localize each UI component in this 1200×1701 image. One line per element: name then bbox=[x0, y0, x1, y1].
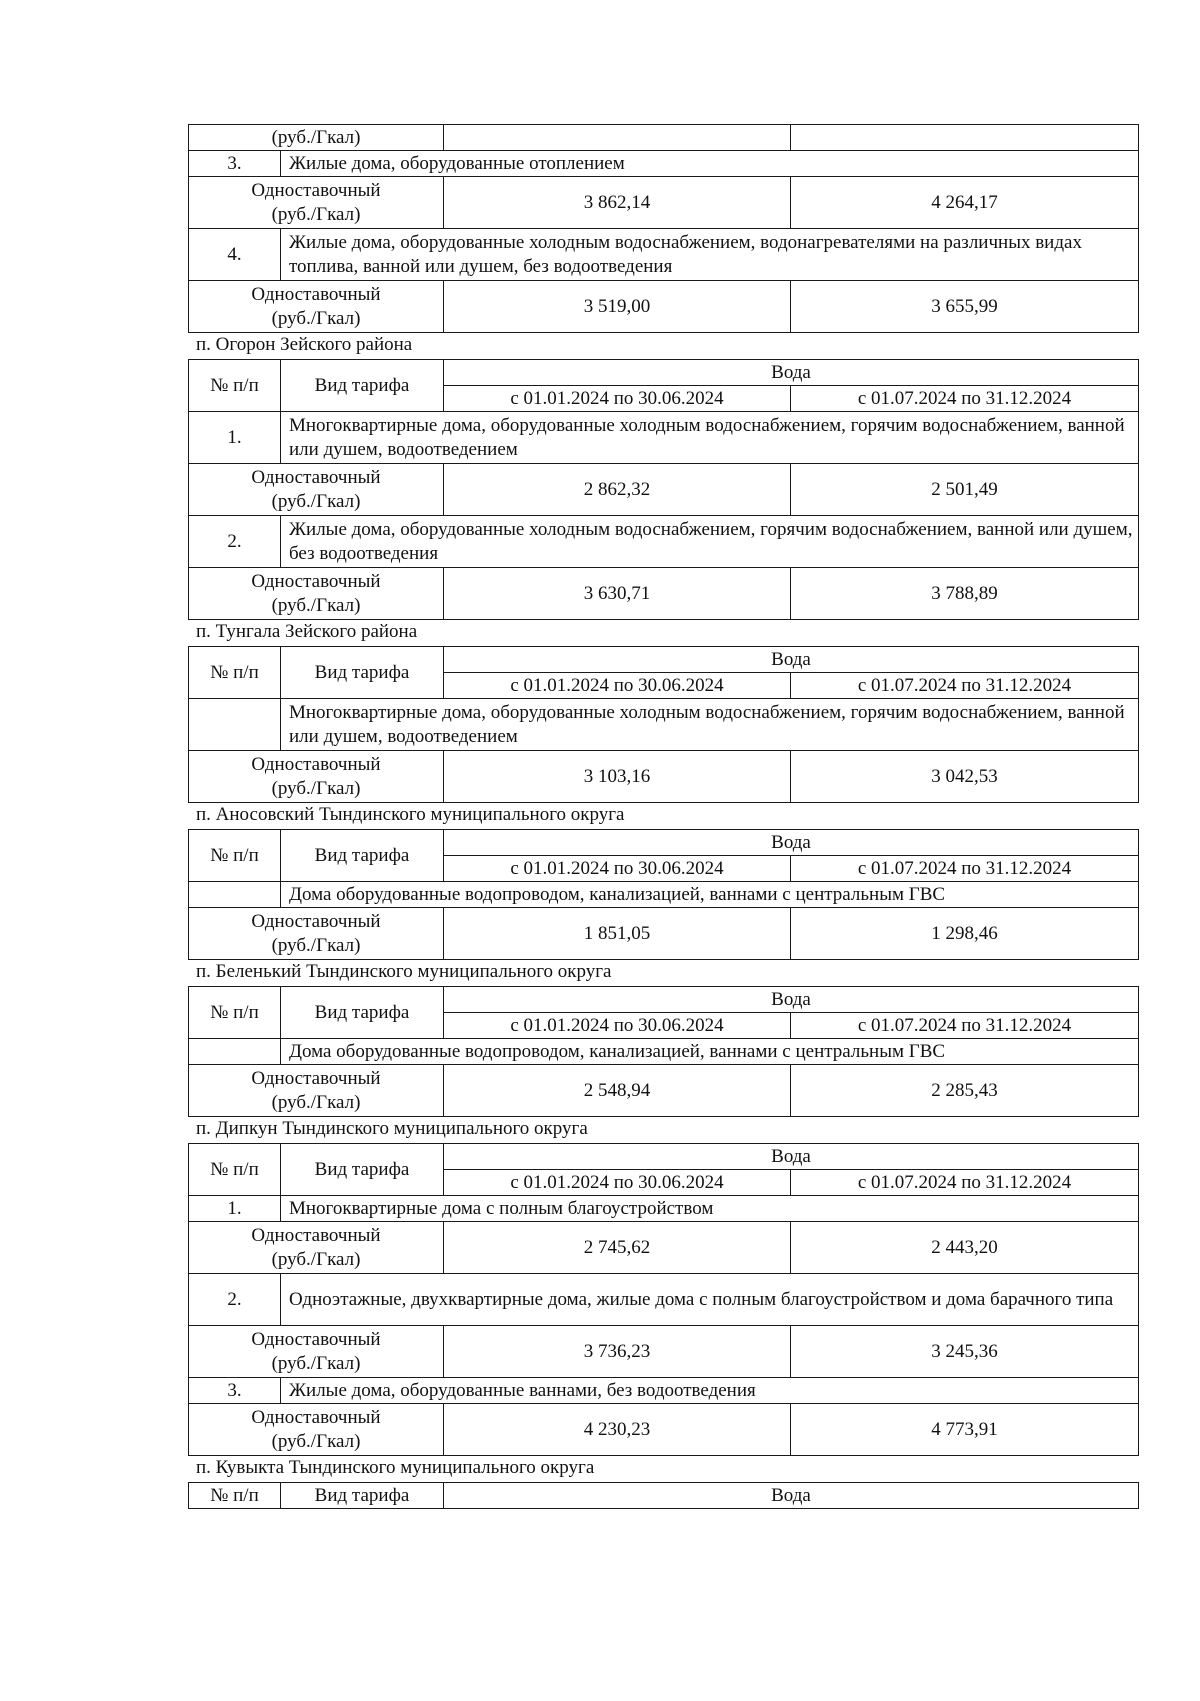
group-row bbox=[189, 882, 1139, 908]
tariff-label bbox=[189, 177, 444, 229]
tariff-label-line1: Одноставочный bbox=[251, 910, 381, 932]
group-description: Многоквартирные дома, оборудованные холодным водоснабжением, горячим водоснабжением, ванной или душем, водоотведением bbox=[281, 412, 1139, 464]
header-tariff-type: Вид тарифа bbox=[281, 1144, 444, 1196]
group-row bbox=[189, 1378, 1139, 1404]
tariff-value-period1: 3 630,71 bbox=[444, 568, 791, 620]
header-period1: с 01.01.2024 по 30.06.2024 bbox=[444, 673, 791, 699]
group-number: 1. bbox=[189, 1196, 281, 1222]
header-number: № п/п bbox=[189, 830, 281, 882]
header-period1: с 01.01.2024 по 30.06.2024 bbox=[444, 386, 791, 412]
group-description: Дома оборудованные водопроводом, канализацией, ваннами с центральным ГВС bbox=[281, 1039, 1139, 1065]
tariff-value-period2: 4 264,17 bbox=[791, 177, 1139, 229]
tariff-value-period2: 1 298,46 bbox=[791, 908, 1139, 960]
header-number: № п/п bbox=[189, 647, 281, 699]
section-location: п. Огорон Зейского района bbox=[196, 334, 413, 355]
tariff-table bbox=[188, 646, 1139, 803]
group-row bbox=[189, 1274, 1139, 1326]
group-row bbox=[189, 1196, 1139, 1222]
group-description: Многоквартирные дома, оборудованные холодным водоснабжением, горячим водоснабжением, ванной или душем, водоотведением bbox=[281, 699, 1139, 751]
group-description: Жилые дома, оборудованные холодным водоснабжением, водонагревателями на различных видах топлива, ванной или душем, без водоотведения bbox=[281, 229, 1139, 281]
header-tariff-type: Вид тарифа bbox=[281, 360, 444, 412]
tariff-table-continued bbox=[188, 124, 1139, 333]
tariff-value-period1: 2 548,94 bbox=[444, 1065, 791, 1117]
tariff-value-period1: 3 519,00 bbox=[444, 281, 791, 333]
group-row bbox=[189, 412, 1139, 464]
header-row bbox=[189, 1483, 1139, 1509]
tariff-label-line2: (руб./Гкал) bbox=[271, 1091, 361, 1113]
tariff-value-period2: 3 655,99 bbox=[791, 281, 1139, 333]
header-period1: с 01.01.2024 по 30.06.2024 bbox=[444, 1170, 791, 1196]
tariff-label-line2: (руб./Гкал) bbox=[271, 203, 361, 225]
group-row bbox=[189, 516, 1139, 568]
tariff-value-period2: 2 285,43 bbox=[791, 1065, 1139, 1117]
tariff-label bbox=[189, 281, 444, 333]
header-water: Вода bbox=[444, 987, 1139, 1013]
group-description: Дома оборудованные водопроводом, канализацией, ваннами с центральным ГВС bbox=[281, 882, 1139, 908]
carry-over-label: (руб./Гкал) bbox=[189, 125, 444, 151]
header-row bbox=[189, 830, 1139, 856]
header-tariff-type: Вид тарифа bbox=[281, 987, 444, 1039]
group-description: Жилые дома, оборудованные ваннами, без водоотведения bbox=[281, 1378, 1139, 1404]
header-row bbox=[189, 647, 1139, 673]
tariff-value-period2: 3 245,36 bbox=[791, 1326, 1139, 1378]
carry-over-row bbox=[189, 125, 1139, 151]
tariff-label bbox=[189, 1222, 444, 1274]
tariff-value-period1: 3 736,23 bbox=[444, 1326, 791, 1378]
tariff-label-line1: Одноставочный bbox=[251, 466, 381, 488]
tariff-row bbox=[189, 177, 1139, 229]
tariff-row bbox=[189, 1065, 1139, 1117]
tariff-label bbox=[189, 751, 444, 803]
tariff-label-line1: Одноставочный bbox=[251, 1067, 381, 1089]
tariff-label-line2: (руб./Гкал) bbox=[271, 934, 361, 956]
header-water: Вода bbox=[444, 1144, 1139, 1170]
carry-over-cell-2 bbox=[791, 125, 1139, 151]
tariff-label bbox=[189, 464, 444, 516]
section-location: п. Беленький Тындинского муниципального округа bbox=[196, 961, 612, 982]
tariff-row bbox=[189, 908, 1139, 960]
tariff-label-line1: Одноставочный bbox=[251, 753, 381, 775]
tariff-table bbox=[188, 359, 1139, 620]
section-location: п. Кувыкта Тындинского муниципального округа bbox=[196, 1457, 595, 1478]
header-water: Вода bbox=[444, 830, 1139, 856]
header-number: № п/п bbox=[189, 987, 281, 1039]
tariff-label-line2: (руб./Гкал) bbox=[271, 1352, 361, 1374]
tariff-label-line2: (руб./Гкал) bbox=[271, 777, 361, 799]
tariff-label-line1: Одноставочный bbox=[251, 570, 381, 592]
group-number: 3. bbox=[189, 151, 281, 177]
header-tariff-type: Вид тарифа bbox=[281, 830, 444, 882]
section-location: п. Тунгала Зейского района bbox=[196, 621, 418, 642]
tariff-label-line2: (руб./Гкал) bbox=[271, 1430, 361, 1452]
group-number: 1. bbox=[189, 412, 281, 464]
group-number: 2. bbox=[189, 516, 281, 568]
tariff-value-period1: 2 745,62 bbox=[444, 1222, 791, 1274]
tariff-table bbox=[188, 1482, 1139, 1509]
tariff-label-line1: Одноставочный bbox=[251, 1406, 381, 1428]
header-water: Вода bbox=[444, 360, 1139, 386]
tariff-label-line2: (руб./Гкал) bbox=[271, 1248, 361, 1270]
group-number: 2. bbox=[189, 1274, 281, 1326]
header-period2: с 01.07.2024 по 31.12.2024 bbox=[791, 1013, 1139, 1039]
tariff-row bbox=[189, 1326, 1139, 1378]
group-description: Одноэтажные, двухквартирные дома, жилые дома с полным благоустройством и дома барачного типа bbox=[281, 1274, 1139, 1326]
tariff-row bbox=[189, 1222, 1139, 1274]
group-row bbox=[189, 1039, 1139, 1065]
header-period2: с 01.07.2024 по 31.12.2024 bbox=[791, 673, 1139, 699]
group-number bbox=[189, 699, 281, 751]
tariff-label bbox=[189, 1065, 444, 1117]
tariff-row bbox=[189, 1404, 1139, 1456]
tariff-value-period1: 4 230,23 bbox=[444, 1404, 791, 1456]
tariff-row bbox=[189, 281, 1139, 333]
tariff-document bbox=[188, 124, 1138, 1509]
header-row bbox=[189, 987, 1139, 1013]
header-period1: с 01.01.2024 по 30.06.2024 bbox=[444, 856, 791, 882]
group-description: Жилые дома, оборудованные холодным водоснабжением, горячим водоснабжением, ванной или душем, без водоотведения bbox=[281, 516, 1139, 568]
tariff-value-period1: 1 851,05 bbox=[444, 908, 791, 960]
tariff-label bbox=[189, 1404, 444, 1456]
tariff-value-period2: 2 501,49 bbox=[791, 464, 1139, 516]
tariff-label-line1: Одноставочный bbox=[251, 283, 381, 305]
group-row bbox=[189, 229, 1139, 281]
tariff-table bbox=[188, 986, 1139, 1117]
header-number: № п/п bbox=[189, 1144, 281, 1196]
tariff-value-period2: 4 773,91 bbox=[791, 1404, 1139, 1456]
header-number: № п/п bbox=[189, 1483, 281, 1509]
header-period2: с 01.07.2024 по 31.12.2024 bbox=[791, 856, 1139, 882]
tariff-label-line2: (руб./Гкал) bbox=[271, 594, 361, 616]
group-number: 3. bbox=[189, 1378, 281, 1404]
tariff-value-period2: 2 443,20 bbox=[791, 1222, 1139, 1274]
group-number: 4. bbox=[189, 229, 281, 281]
tariff-label bbox=[189, 1326, 444, 1378]
tariff-table bbox=[188, 1143, 1139, 1456]
header-water: Вода bbox=[444, 1483, 1139, 1509]
group-description: Многоквартирные дома с полным благоустройством bbox=[281, 1196, 1139, 1222]
header-number: № п/п bbox=[189, 360, 281, 412]
header-period2: с 01.07.2024 по 31.12.2024 bbox=[791, 1170, 1139, 1196]
carry-over-cell-1 bbox=[444, 125, 791, 151]
tariff-row bbox=[189, 464, 1139, 516]
tariff-label-line2: (руб./Гкал) bbox=[271, 490, 361, 512]
header-period1: с 01.01.2024 по 30.06.2024 bbox=[444, 1013, 791, 1039]
header-period2: с 01.07.2024 по 31.12.2024 bbox=[791, 386, 1139, 412]
section-location: п. Аносовский Тындинского муниципального округа bbox=[196, 804, 625, 825]
tariff-row bbox=[189, 751, 1139, 803]
section-location: п. Дипкун Тындинского муниципального округа bbox=[196, 1118, 588, 1139]
tariff-value-period2: 3 042,53 bbox=[791, 751, 1139, 803]
header-water: Вода bbox=[444, 647, 1139, 673]
tariff-row bbox=[189, 568, 1139, 620]
tariff-value-period2: 3 788,89 bbox=[791, 568, 1139, 620]
tariff-label-line1: Одноставочный bbox=[251, 1328, 381, 1350]
tariff-value-period1: 3 862,14 bbox=[444, 177, 791, 229]
group-row bbox=[189, 151, 1139, 177]
group-number bbox=[189, 1039, 281, 1065]
group-number bbox=[189, 882, 281, 908]
tariff-value-period1: 3 103,16 bbox=[444, 751, 791, 803]
header-row bbox=[189, 1144, 1139, 1170]
group-row bbox=[189, 699, 1139, 751]
tariff-label-line2: (руб./Гкал) bbox=[271, 307, 361, 329]
tariff-label bbox=[189, 908, 444, 960]
tariff-label-line1: Одноставочный bbox=[251, 1224, 381, 1246]
tariff-value-period1: 2 862,32 bbox=[444, 464, 791, 516]
header-tariff-type: Вид тарифа bbox=[281, 1483, 444, 1509]
tariff-label bbox=[189, 568, 444, 620]
header-row bbox=[189, 360, 1139, 386]
header-tariff-type: Вид тарифа bbox=[281, 647, 444, 699]
tariff-label-line1: Одноставочный bbox=[251, 179, 381, 201]
tariff-table bbox=[188, 829, 1139, 960]
group-description: Жилые дома, оборудованные отоплением bbox=[281, 151, 1139, 177]
